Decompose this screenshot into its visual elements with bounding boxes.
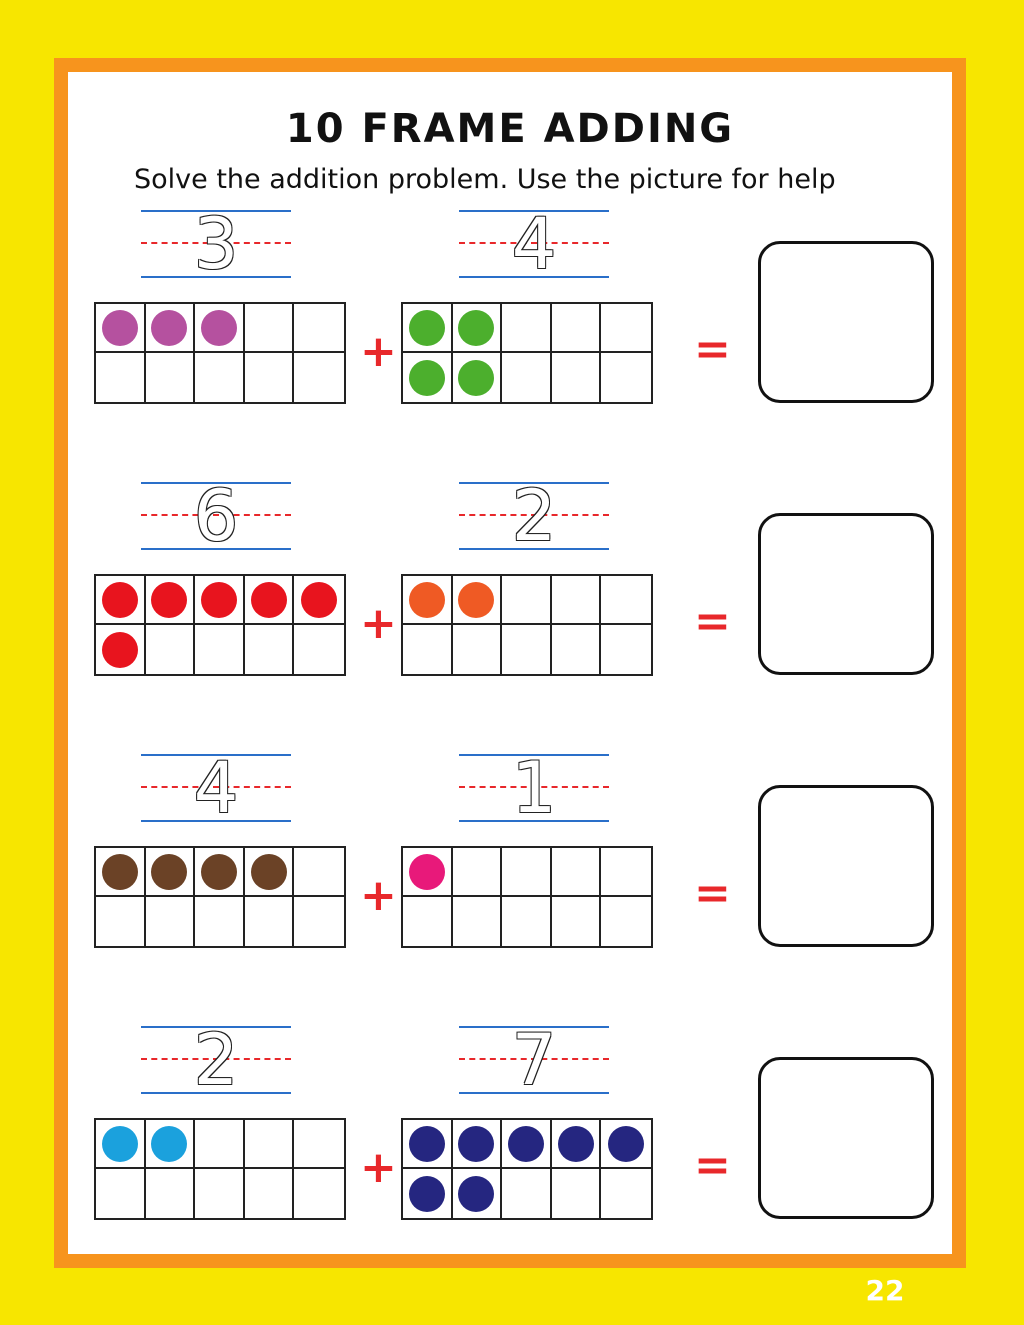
counter-dot — [151, 1126, 187, 1162]
answer-box[interactable] — [758, 1057, 934, 1219]
frame-cell — [453, 1120, 503, 1169]
frame-cell — [502, 897, 552, 946]
counter-dot — [251, 582, 287, 618]
frame-cell — [294, 353, 344, 402]
frame-cell — [502, 576, 552, 625]
frame-cell — [245, 1169, 295, 1218]
frame-cell — [403, 848, 453, 897]
frame-cell — [552, 848, 602, 897]
frame-cell — [195, 848, 245, 897]
frame-cell — [453, 897, 503, 946]
frame-cell — [146, 1120, 196, 1169]
frame-cell — [294, 304, 344, 353]
ten-frame — [401, 1118, 653, 1220]
counter-dot — [151, 310, 187, 346]
frame-cell — [96, 897, 146, 946]
frame-cell — [453, 1169, 503, 1218]
counter-dot — [458, 1176, 494, 1212]
counter-dot — [458, 582, 494, 618]
frame-cell — [96, 304, 146, 353]
frame-cell — [195, 625, 245, 674]
frame-cell — [601, 1120, 651, 1169]
tracing-digit[interactable]: 4 — [193, 747, 239, 829]
frame-cell — [146, 304, 196, 353]
answer-box[interactable] — [758, 785, 934, 947]
tracing-digit[interactable]: 4 — [511, 203, 557, 285]
plus-sign: + — [360, 598, 397, 649]
counter-dot — [102, 1126, 138, 1162]
frame-cell — [96, 1169, 146, 1218]
frame-cell — [245, 625, 295, 674]
frame-cell — [453, 848, 503, 897]
ten-frame — [94, 846, 346, 948]
tracing-guide — [459, 747, 609, 829]
frame-cell — [601, 576, 651, 625]
frame-cell — [601, 353, 651, 402]
frame-cell — [96, 1120, 146, 1169]
frame-cell — [146, 625, 196, 674]
counter-dot — [201, 582, 237, 618]
frame-cell — [195, 353, 245, 402]
tracing-guide — [141, 747, 291, 829]
counter-dot — [102, 854, 138, 890]
problem-row — [68, 203, 980, 430]
instructions-text: Solve the addition problem. Use the picture for help — [134, 164, 836, 195]
frame-cell — [294, 625, 344, 674]
equals-sign: = — [694, 596, 731, 647]
counter-dot — [458, 360, 494, 396]
frame-cell — [146, 353, 196, 402]
frame-cell — [245, 304, 295, 353]
frame-cell — [552, 576, 602, 625]
frame-cell — [195, 1120, 245, 1169]
frame-cell — [403, 576, 453, 625]
counter-dot — [102, 310, 138, 346]
frame-cell — [502, 625, 552, 674]
frame-cell — [195, 897, 245, 946]
frame-cell — [146, 1169, 196, 1218]
worksheet-page — [54, 58, 966, 1268]
frame-cell — [195, 304, 245, 353]
tracing-guide — [459, 203, 609, 285]
counter-dot — [201, 854, 237, 890]
frame-cell — [403, 1120, 453, 1169]
problem-row — [68, 1019, 980, 1246]
equals-sign: = — [694, 1140, 731, 1191]
ten-frame — [401, 846, 653, 948]
tracing-digit[interactable]: 6 — [193, 475, 239, 557]
frame-cell — [552, 1169, 602, 1218]
counter-dot — [102, 582, 138, 618]
frame-cell — [146, 897, 196, 946]
frame-cell — [453, 353, 503, 402]
counter-dot — [409, 854, 445, 890]
ten-frame — [94, 1118, 346, 1220]
frame-cell — [403, 625, 453, 674]
counter-dot — [608, 1126, 644, 1162]
frame-cell — [552, 1120, 602, 1169]
frame-cell — [245, 353, 295, 402]
equals-sign: = — [694, 324, 731, 375]
frame-cell — [146, 576, 196, 625]
counter-dot — [251, 854, 287, 890]
tracing-guide — [141, 475, 291, 557]
frame-cell — [294, 1120, 344, 1169]
frame-cell — [403, 1169, 453, 1218]
frame-cell — [403, 304, 453, 353]
counter-dot — [458, 1126, 494, 1162]
counter-dot — [409, 582, 445, 618]
frame-cell — [601, 304, 651, 353]
frame-cell — [601, 1169, 651, 1218]
problem-row — [68, 475, 980, 702]
frame-cell — [195, 1169, 245, 1218]
frame-cell — [195, 576, 245, 625]
ten-frame — [401, 574, 653, 676]
tracing-digit[interactable]: 7 — [511, 1019, 557, 1101]
counter-dot — [409, 310, 445, 346]
counter-dot — [558, 1126, 594, 1162]
plus-sign: + — [360, 326, 397, 377]
equals-sign: = — [694, 868, 731, 919]
frame-cell — [245, 897, 295, 946]
frame-cell — [502, 848, 552, 897]
frame-cell — [552, 625, 602, 674]
tracing-digit[interactable]: 1 — [511, 747, 557, 829]
tracing-digit[interactable]: 3 — [193, 203, 239, 285]
tracing-digit[interactable]: 2 — [193, 1019, 239, 1101]
counter-dot — [301, 582, 337, 618]
counter-dot — [201, 310, 237, 346]
plus-sign: + — [360, 1142, 397, 1193]
frame-cell — [245, 576, 295, 625]
frame-cell — [502, 1169, 552, 1218]
tracing-guide — [459, 1019, 609, 1101]
tracing-digit[interactable]: 2 — [511, 475, 557, 557]
counter-dot — [458, 310, 494, 346]
frame-cell — [96, 848, 146, 897]
frame-cell — [552, 304, 602, 353]
frame-cell — [552, 353, 602, 402]
frame-cell — [403, 897, 453, 946]
tracing-guide — [459, 475, 609, 557]
ten-frame — [401, 302, 653, 404]
frame-cell — [552, 897, 602, 946]
problem-row — [68, 747, 980, 974]
answer-box[interactable] — [758, 513, 934, 675]
frame-cell — [601, 897, 651, 946]
frame-cell — [96, 353, 146, 402]
tracing-guide — [141, 1019, 291, 1101]
plus-sign: + — [360, 870, 397, 921]
frame-cell — [294, 1169, 344, 1218]
frame-cell — [146, 848, 196, 897]
frame-cell — [601, 848, 651, 897]
frame-cell — [294, 576, 344, 625]
frame-cell — [502, 304, 552, 353]
frame-cell — [245, 1120, 295, 1169]
frame-cell — [453, 625, 503, 674]
answer-box[interactable] — [758, 241, 934, 403]
frame-cell — [502, 353, 552, 402]
frame-cell — [453, 304, 503, 353]
frame-cell — [96, 625, 146, 674]
frame-cell — [96, 576, 146, 625]
counter-dot — [508, 1126, 544, 1162]
counter-dot — [409, 1126, 445, 1162]
counter-dot — [151, 582, 187, 618]
ten-frame — [94, 574, 346, 676]
frame-cell — [245, 848, 295, 897]
page-number: 22 — [865, 1274, 905, 1307]
frame-cell — [294, 848, 344, 897]
frame-cell — [294, 897, 344, 946]
tracing-guide — [141, 203, 291, 285]
ten-frame — [94, 302, 346, 404]
counter-dot — [409, 360, 445, 396]
counter-dot — [151, 854, 187, 890]
frame-cell — [601, 625, 651, 674]
frame-cell — [453, 576, 503, 625]
counter-dot — [409, 1176, 445, 1212]
counter-dot — [102, 632, 138, 668]
frame-cell — [502, 1120, 552, 1169]
frame-cell — [403, 353, 453, 402]
page-title: 10 FRAME ADDING — [285, 106, 735, 152]
